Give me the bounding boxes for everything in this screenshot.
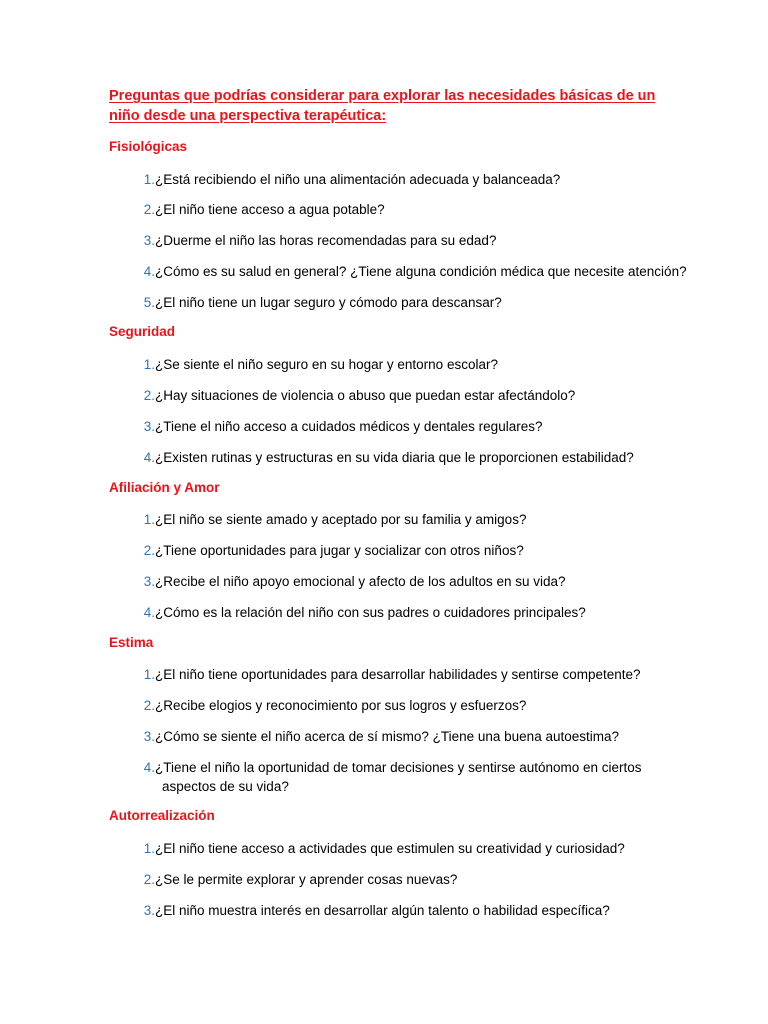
list-number: 1. (143, 172, 155, 187)
list-item (109, 541, 709, 560)
list-number: 4. (143, 264, 155, 279)
list-text: ¿Se le permite explorar y aprender cosas nuevas? (155, 872, 458, 887)
list-text: ¿Tiene el niño acceso a cuidados médicos y dentales regulares? (155, 419, 543, 434)
list-text: ¿Cómo es la relación del niño con sus padres o cuidadores principales? (155, 605, 586, 620)
list-number: 2. (143, 872, 155, 887)
list-number: 1. (143, 512, 155, 527)
list-text: ¿El niño tiene un lugar seguro y cómodo para descansar? (155, 295, 502, 310)
list-text: ¿Recibe elogios y reconocimiento por sus logros y esfuerzos? (155, 698, 527, 713)
list-text: ¿Se siente el niño seguro en su hogar y entorno escolar? (155, 357, 498, 372)
list-number: 2. (143, 388, 155, 403)
section-heading-fisiologicas: Fisiológicas (109, 139, 188, 154)
section-heading-autorrealizacion: Autorrealización (109, 808, 215, 823)
list-number: 1. (143, 841, 155, 856)
list-text: ¿El niño tiene acceso a actividades que estimulen su creatividad y curiosidad? (155, 841, 625, 856)
list-item (109, 262, 709, 281)
list-item (109, 572, 709, 591)
list-text: ¿Cómo se siente el niño acerca de sí mismo? ¿Tiene una buena autoestima? (155, 729, 619, 744)
list-item (109, 758, 709, 796)
list-item (109, 417, 709, 436)
list-item (109, 665, 709, 684)
list-item (109, 170, 709, 189)
list-number: 4. (143, 450, 155, 465)
list-text: ¿Existen rutinas y estructuras en su vida diaria que le proporcionen estabilidad? (155, 450, 634, 465)
list-number: 2. (143, 202, 155, 217)
list-number: 5. (143, 295, 155, 310)
list-item (109, 870, 709, 889)
list-item (109, 603, 709, 622)
list-item (109, 355, 709, 374)
list-number: 3. (143, 574, 155, 589)
list-number: 1. (143, 357, 155, 372)
list-number: 3. (143, 903, 155, 918)
list-number: 4. (143, 760, 155, 775)
list-text: ¿Recibe el niño apoyo emocional y afecto de los adultos en su vida? (155, 574, 566, 589)
list-text (155, 758, 709, 796)
section-heading-estima: Estima (109, 635, 154, 650)
page-title: Preguntas que podrías considerar para explorar las necesidades básicas de un niño desde una perspectiva terapéutica: (109, 88, 656, 124)
list-item (109, 293, 709, 312)
list-item (109, 901, 709, 920)
list-text: ¿El niño tiene oportunidades para desarrollar habilidades y sentirse competente? (155, 667, 641, 682)
list-number: 2. (143, 543, 155, 558)
list-text: ¿El niño tiene acceso a agua potable? (155, 202, 385, 217)
list-text-line-1: ¿Tiene el niño la oportunidad de tomar decisiones y sentirse autónomo en ciertos (155, 760, 642, 775)
list-item (109, 386, 709, 405)
list-number: 3. (143, 729, 155, 744)
list-text: ¿Está recibiendo el niño una alimentación adecuada y balanceada? (155, 172, 561, 187)
list-text: ¿El niño se siente amado y aceptado por su familia y amigos? (155, 512, 527, 527)
list-text: ¿El niño muestra interés en desarrollar algún talento o habilidad específica? (155, 903, 610, 918)
list-number: 3. (143, 233, 155, 248)
list-number: 4. (143, 605, 155, 620)
list-number: 3. (143, 419, 155, 434)
list-item (109, 510, 709, 529)
list-item (109, 696, 709, 715)
list-item (109, 448, 709, 467)
section-heading-afiliacion: Afiliación y Amor (109, 480, 220, 495)
list-text: ¿Duerme el niño las horas recomendadas para su edad? (155, 233, 497, 248)
list-text: ¿Tiene oportunidades para jugar y socializar con otros niños? (155, 543, 524, 558)
list-text: ¿Hay situaciones de violencia o abuso que puedan estar afectándolo? (155, 388, 576, 403)
list-item (109, 839, 709, 858)
list-text-line-2: aspectos de su vida? (162, 779, 289, 794)
section-heading-seguridad: Seguridad (109, 324, 176, 339)
list-item (109, 231, 709, 250)
list-text: ¿Cómo es su salud en general? ¿Tiene alguna condición médica que necesite atención? (155, 264, 687, 279)
list-number: 2. (143, 698, 155, 713)
list-item (109, 200, 709, 219)
list-number: 1. (143, 667, 155, 682)
list-item (109, 727, 709, 746)
